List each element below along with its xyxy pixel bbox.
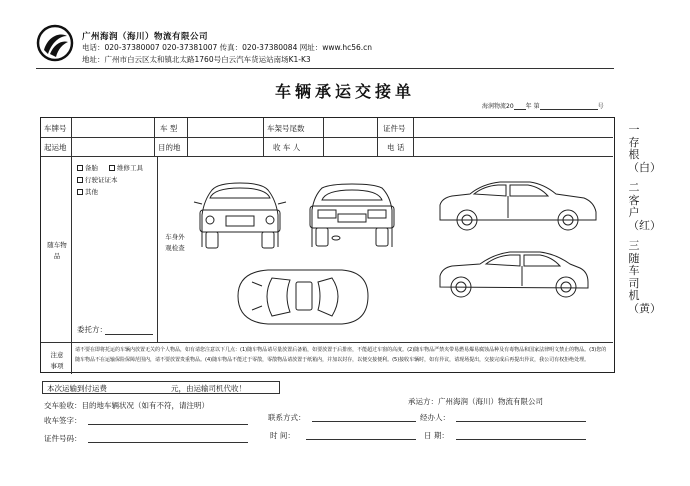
company-address: 地址：广州市白云区太和镇北太路1760号白云汽车货运站南场K1-K3 [82,55,311,64]
time-label: 时 间： [270,431,295,440]
dest-label: 目的地 [158,143,181,152]
col-divider [263,118,264,156]
checkbox-license[interactable]: 行驶证证本 [77,175,118,184]
document-title: 车辆承运交接单 [274,82,415,101]
dest-field[interactable] [188,138,262,155]
contact-way-line[interactable] [312,421,416,422]
handover-table [40,117,615,373]
col-divider [71,156,72,374]
belongings-label: 随车物品 [47,241,67,260]
col-divider [377,118,378,156]
time-line[interactable] [306,439,416,440]
company-contact: 电话：020-37380007 020-37381007 传真：020-37380084 网址：www.hc56.cn [82,43,373,52]
checkbox-other[interactable]: 其他 [77,187,98,196]
carrier-label: 承运方：广州海润（海川）物流有限公司 [408,397,543,406]
checkbox-box[interactable] [77,189,83,195]
header-divider [36,68,614,69]
consignor-label: 委托方： [77,325,107,334]
origin-label: 起运地 [44,143,67,152]
col-divider [157,156,158,342]
handler-label: 经办人： [420,413,450,422]
serial-number [482,101,604,110]
receiver-sign-line[interactable] [88,424,248,425]
frame-field[interactable] [324,119,376,136]
checkbox-box[interactable] [109,165,115,171]
company-logo-icon [36,24,74,62]
consignor-signature-line[interactable] [105,334,153,335]
checkbox-box[interactable] [77,165,83,171]
origin-field[interactable] [72,138,153,155]
handler-line[interactable] [456,421,586,422]
freight-fee-box [42,381,280,394]
phone-label: 电 话 [387,143,405,152]
number-blank[interactable] [540,103,598,110]
notes-text: 请不要在即将托运的车辆内放置无关的个人物品，如有请您注意以下几点：(1)随车物品请尽量放置后备箱，如要放置于后排座，不能超过车窗的高度。(2)随车物品严禁夹带易燃易爆易腐蚀品种及有毒物品和国家法律明文禁止的物品。(3)您的随车物品不在运输保险保障范围内，请不要放置贵重物品。(4)随车物品不能过于零散，零散物品请放置于纸箱内，并加以封存，以便交接便利。(5)接收车辆时，如有异议，请现场提出，交接完成后再提出异议，我公司有权拒绝处理。 [75,347,607,363]
cert-label: 证件号 [383,124,406,133]
date-label: 日 期： [424,431,449,440]
copy-distribution-labels [622,123,661,315]
checkbox-spare-tire[interactable]: 备胎 [77,163,98,172]
copy-customer: 二客户（红） [628,181,661,232]
id-number-label: 证件号码： [44,434,82,443]
contact-way-label: 联系方式： [268,413,306,422]
appearance-check-label: 车身外观检查 [165,233,185,252]
col-divider [154,118,155,156]
serial-prefix: 海润物流20 [482,103,514,110]
serial-no: 第 [533,103,540,110]
serial-suffix: 号 [597,103,604,110]
receiver-label: 收 车 人 [273,143,301,152]
plate-label: 车牌号 [44,124,67,133]
receiver-field[interactable] [324,138,376,155]
date-line[interactable] [456,439,586,440]
serial-year: 年 [525,103,532,110]
inspection-label: 交车验收：目的地车辆状况（如有不符，请注明） [44,401,209,410]
fee-suffix: 元，由运输司机代收！ [171,384,246,393]
frame-label: 车架号尾数 [267,124,305,133]
cert-field[interactable] [414,119,612,136]
receiver-sign-label: 收车签字： [44,416,82,425]
model-field[interactable] [188,119,262,136]
row-divider [41,342,613,343]
fee-prefix: 本次运输到付运费 [47,384,107,393]
model-label: 车 型 [160,124,178,133]
row-divider [41,156,613,157]
notes-label: 注意事项 [50,351,64,370]
plate-field[interactable] [72,119,153,136]
id-number-line[interactable] [88,442,248,443]
copy-stub: 一存根（白） [628,123,661,174]
year-blank[interactable] [514,103,526,110]
checkbox-repair-tools[interactable]: 维修工具 [109,163,143,172]
checkbox-box[interactable] [77,177,83,183]
copy-driver: 三随车司机（黄） [628,239,661,315]
phone-field[interactable] [414,138,612,155]
company-name: 广州海润（海川）物流有限公司 [82,32,209,42]
